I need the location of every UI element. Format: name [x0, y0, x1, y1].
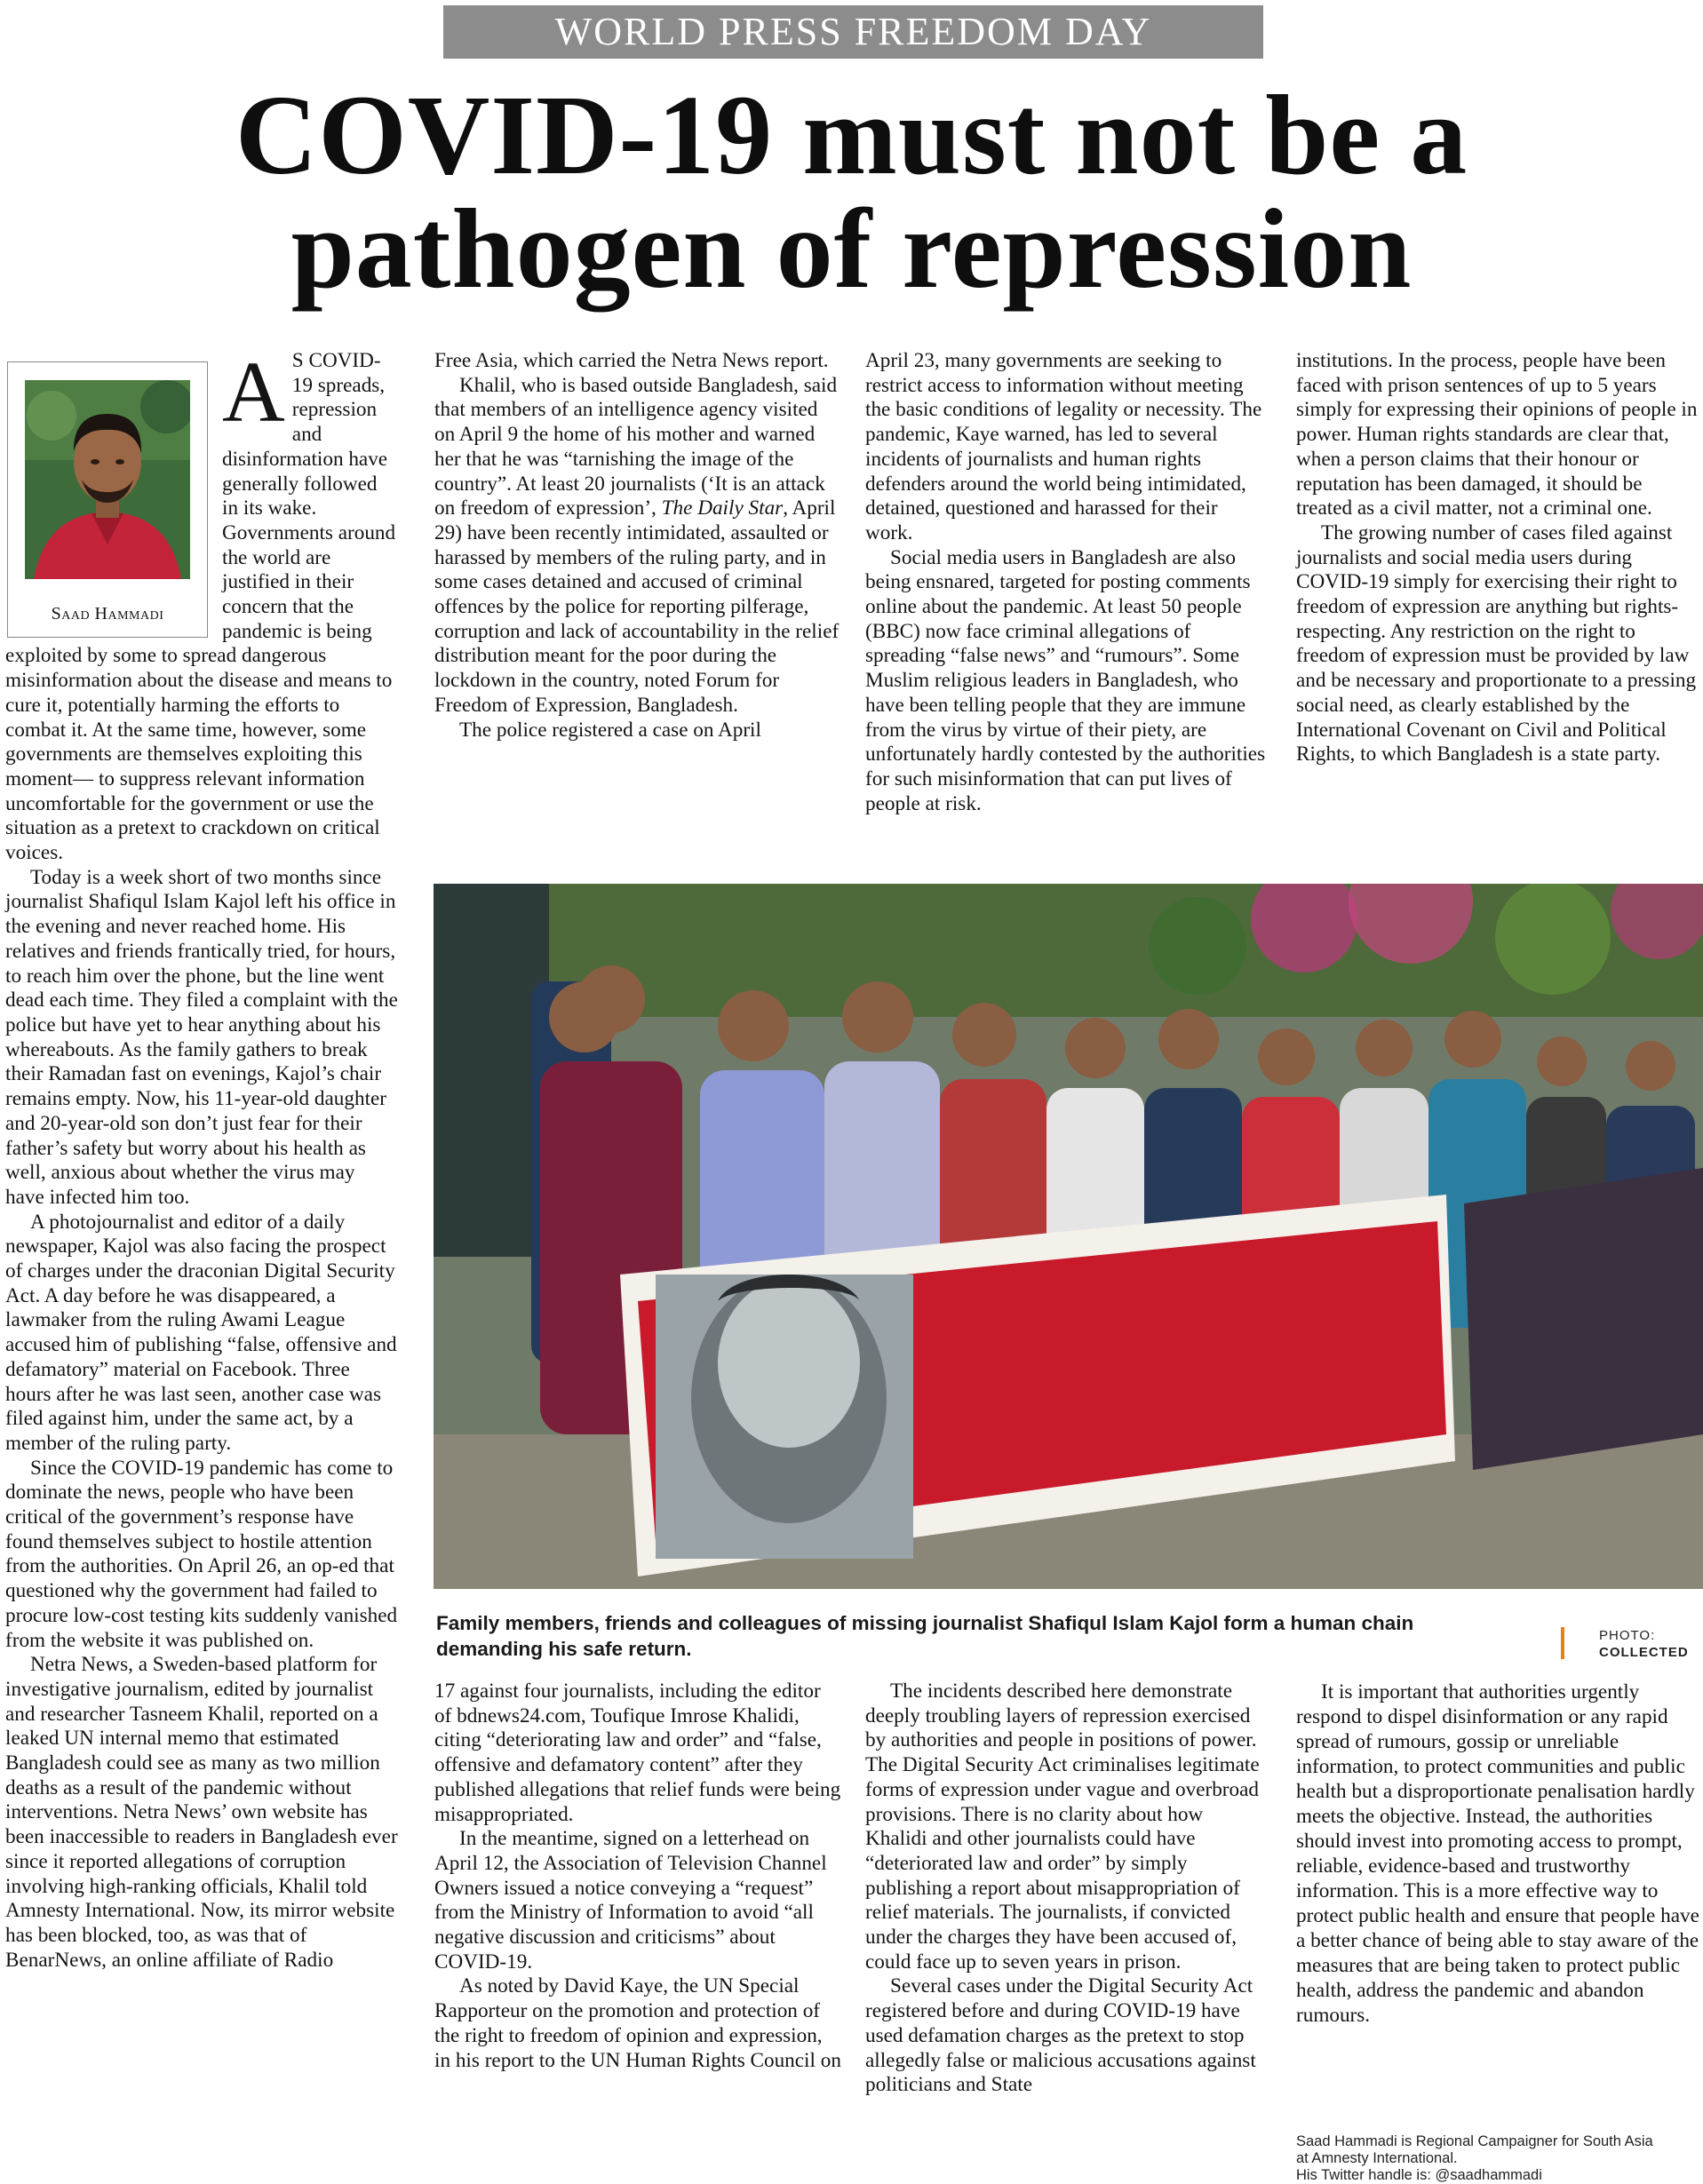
- article-paragraph: Social media users in Bangladesh are also being ensnared, targeted for posting comments online about the pandemic. At least 50 people (BBC) now face criminal allegations of spreading “false news” and “rumours”. Some Muslim religious leaders in Bangladesh, who have been telling people that they are immune from the virus by virtue of their piety, are unfortunately hardly contested by the authorities for such misinformation that can put lives of people at risk.: [865, 545, 1266, 815]
- article-paragraph: Since the COVID-19 pandemic has come to dominate the news, people who have been critical of the government’s response have found themselves subject to hostile attention from the authorities. On April 26, an op-ed that questioned why the government had failed to procure low-cost testing kits suddenly vanished from the website it was published on.: [5, 1456, 398, 1652]
- photo-credit-rule: [1561, 1627, 1564, 1659]
- author-name: Saad Hammadi: [51, 604, 164, 623]
- photo-credit-source: COLLECTED: [1599, 1645, 1689, 1660]
- article-paragraph: It is important that authorities urgently respond to dispel disinformation or any rapid spread of rumours, gossip or unreliable information, to protect communities and public health but a disproportionate penalisation hardly meets the objective. Instead, the authorities should invest into promoting access to prompt, reliable, evidence-based and trustworthy information. This is a more effective way to protect public health and ensure that people have a better chance of being able to stay aware of the measures that are being taken to protect public health, address the pandemic and abandon rumours.: [1296, 1680, 1699, 2027]
- human-chain-photo-illustration: [434, 884, 1703, 1589]
- section-kicker: WORLD PRESS FREEDOM DAY: [443, 5, 1263, 59]
- article-column-1: [5, 345, 398, 1973]
- photo-caption: Family members, friends and colleagues of missing journalist Shafiqul Islam Kajol form a human chain demanding his safe return.: [436, 1612, 1414, 1660]
- article-paragraph: The growing number of cases filed against journalists and social media users during COVID-19 simply for exercising their right to freedom of expression are anything but rights-respecting. Any restriction on the right to freedom of expression must be provided by law and be necessary and proportionate to a pressing social need, as clearly established by the International Covenant on Civil and Political Rights, to which Bangladesh is a state party.: [1296, 520, 1697, 766]
- article-paragraph: In the meantime, signed on a letterhead on April 12, the Association of Television Channel Owners issued a notice conveying a “request” from the Ministry of Information to avoid “all negative discussion and criticisms” about COVID-19.: [434, 1827, 827, 1974]
- author-photo: [25, 380, 190, 579]
- article-paragraph: The incidents described here demonstrate deeply troubling layers of repression exercised by authorities and people in positions of power. The Digital Security Act criminalises legitimate forms of expression under vague and overbroad provisions. There is no clarity about how Khalidi and other journalists could have “deteriorated law and order” by simply publishing a report about misappropriation of relief materials. The journalists, if convicted under the charges they have been accused of, could face up to seven years in prison.: [865, 1680, 1260, 1974]
- article-paragraph: The police registered a case on April: [459, 718, 761, 742]
- article-paragraph: Today is a week short of two months since journalist Shafiqul Islam Kajol left his office in the evening and never reached home. His relatives and friends frantically tried, for hours, to reach him over the phone, but the line went dead each time. They filed a complaint with the police but have yet to hear anything about his whereabouts. As the family gathers to break their Ramadan fast on evenings, Kajol’s chair remains empty. Now, his 11-year-old daughter and 20-year-old son don’t just fear for their father’s safety but worry about his health as well, anxious about whether the virus may have infected him too.: [5, 865, 398, 1209]
- headline: [0, 72, 1703, 312]
- article-paragraph: Khalil, who is based outside Bangladesh, said that members of an intelligence agency visited on April 9 the home of his mother and warned her that he was “tarnishing the image of the country”. At least 20 journalists (‘It is an attack on freedom of expression’, The Daily Star, April 29) have been recently intimidated, assaulted or harassed by members of the ruling party, and in some cases detained and accused of criminal offences by the police for reporting pilferage, corruption and lack of accountability in the relief distribution meant for the poor during the lockdown in the country, noted Forum for Freedom of Expression, Bangladesh.: [434, 373, 840, 717]
- photo-credit: [1599, 1627, 1689, 1661]
- author-bio-line: at Amnesty International.: [1296, 2150, 1458, 2166]
- publication-name: The Daily Star: [661, 496, 784, 520]
- author-bio: [1296, 2133, 1703, 2184]
- headline-line-1: COVID-19 must not be a: [235, 72, 1468, 198]
- article-paragraph: Netra News, a Sweden-based platform for investigative journalism, edited by journalist and researcher Tasneem Khalil, reported on a leaked UN internal memo that estimated Bangladesh could see as many as two million deaths as a result of the pandemic without interventions. Netra News’ own website has been inaccessible to readers in Bangladesh ever since it reported allegations of corruption involving high-ranking officials, Khalil told Amnesty International. Now, its mirror website has been blocked, too, as was that of BenarNews, an online affiliate of Radio: [5, 1653, 398, 1972]
- photo-credit-label: PHOTO:: [1599, 1628, 1656, 1643]
- article-paragraph: A photojournalist and editor of a daily newspaper, Kajol was also facing the prospect of charges under the draconian Digital Security Act. A day before he was disappeared, a lawmaker from the ruling Awami League accused him of publishing “false, offensive and defamatory” material on Facebook. Three hours after he was last seen, another case was filed against him, under the same act, by a member of the ruling party.: [5, 1210, 397, 1455]
- news-photo: [434, 884, 1703, 1589]
- article-column-2-continued: [434, 1680, 841, 2073]
- article-paragraph: Free Asia, which carried the Netra News report.: [434, 349, 829, 372]
- article-paragraph: S COVID-19 spreads, repression and disinformation have generally followed in its wake. Governments around the world are justified in their concern that the pandemic is being exploited by some to spread dangerous misinformation about the disease and means to cure it, potentially harming the efforts to combat it. At the same time, however, some governments are themselves exploiting this moment— to suppress relevant information uncomfortable for the government or use the situation as a pretext to crackdown on critical voices.: [5, 349, 396, 865]
- headline-line-2: pathogen of repression: [290, 186, 1413, 312]
- article-column-2: [434, 349, 841, 743]
- article-paragraph: Several cases under the Digital Security Act registered before and during COVID-19 have used defamation charges as the pretext to stop allegedly false or malicious accusations against politicians and State: [865, 1974, 1256, 2097]
- author-bio-line: His Twitter handle is: @saadhammadi: [1296, 2167, 1542, 2183]
- article-paragraph: April 23, many governments are seeking to restrict access to information without meeting the basic conditions of legality or necessity. The pandemic, Kaye warned, has led to several incidents of journalists and human rights defenders around the world being intimidated, detained, questioned and harassed for their work.: [865, 349, 1262, 544]
- author-box: [7, 361, 208, 638]
- article-column-3-continued: [865, 1680, 1268, 2098]
- article-column-4-continued: [1296, 1680, 1703, 2028]
- article-paragraph: As noted by David Kaye, the UN Special Rapporteur on the promotion and protection of the right to freedom of opinion and expression, in his report to the UN Human Rights Council on: [434, 1974, 841, 2072]
- article-column-4: [1296, 349, 1703, 767]
- article-column-3: [865, 349, 1266, 816]
- author-portrait-illustration: [25, 380, 190, 579]
- drop-cap: A: [222, 345, 285, 441]
- article-paragraph: 17 against four journalists, including the editor of bdnews24.com, Toufique Imrose Khalidi, citing “deteriorating law and order” and “false, offensive and defamatory content” after they published allegations that relief funds were being misappropriated.: [434, 1680, 841, 1826]
- author-bio-line: Saad Hammadi is Regional Campaigner for South Asia: [1296, 2133, 1653, 2149]
- article-paragraph: institutions. In the process, people have been faced with prison sentences of up to 5 years simply for expressing their opinions of people in power. Human rights standards are clear that, when a person claims that their honour or reputation has been damaged, it should be treated as a civil matter, not a criminal one.: [1296, 349, 1698, 520]
